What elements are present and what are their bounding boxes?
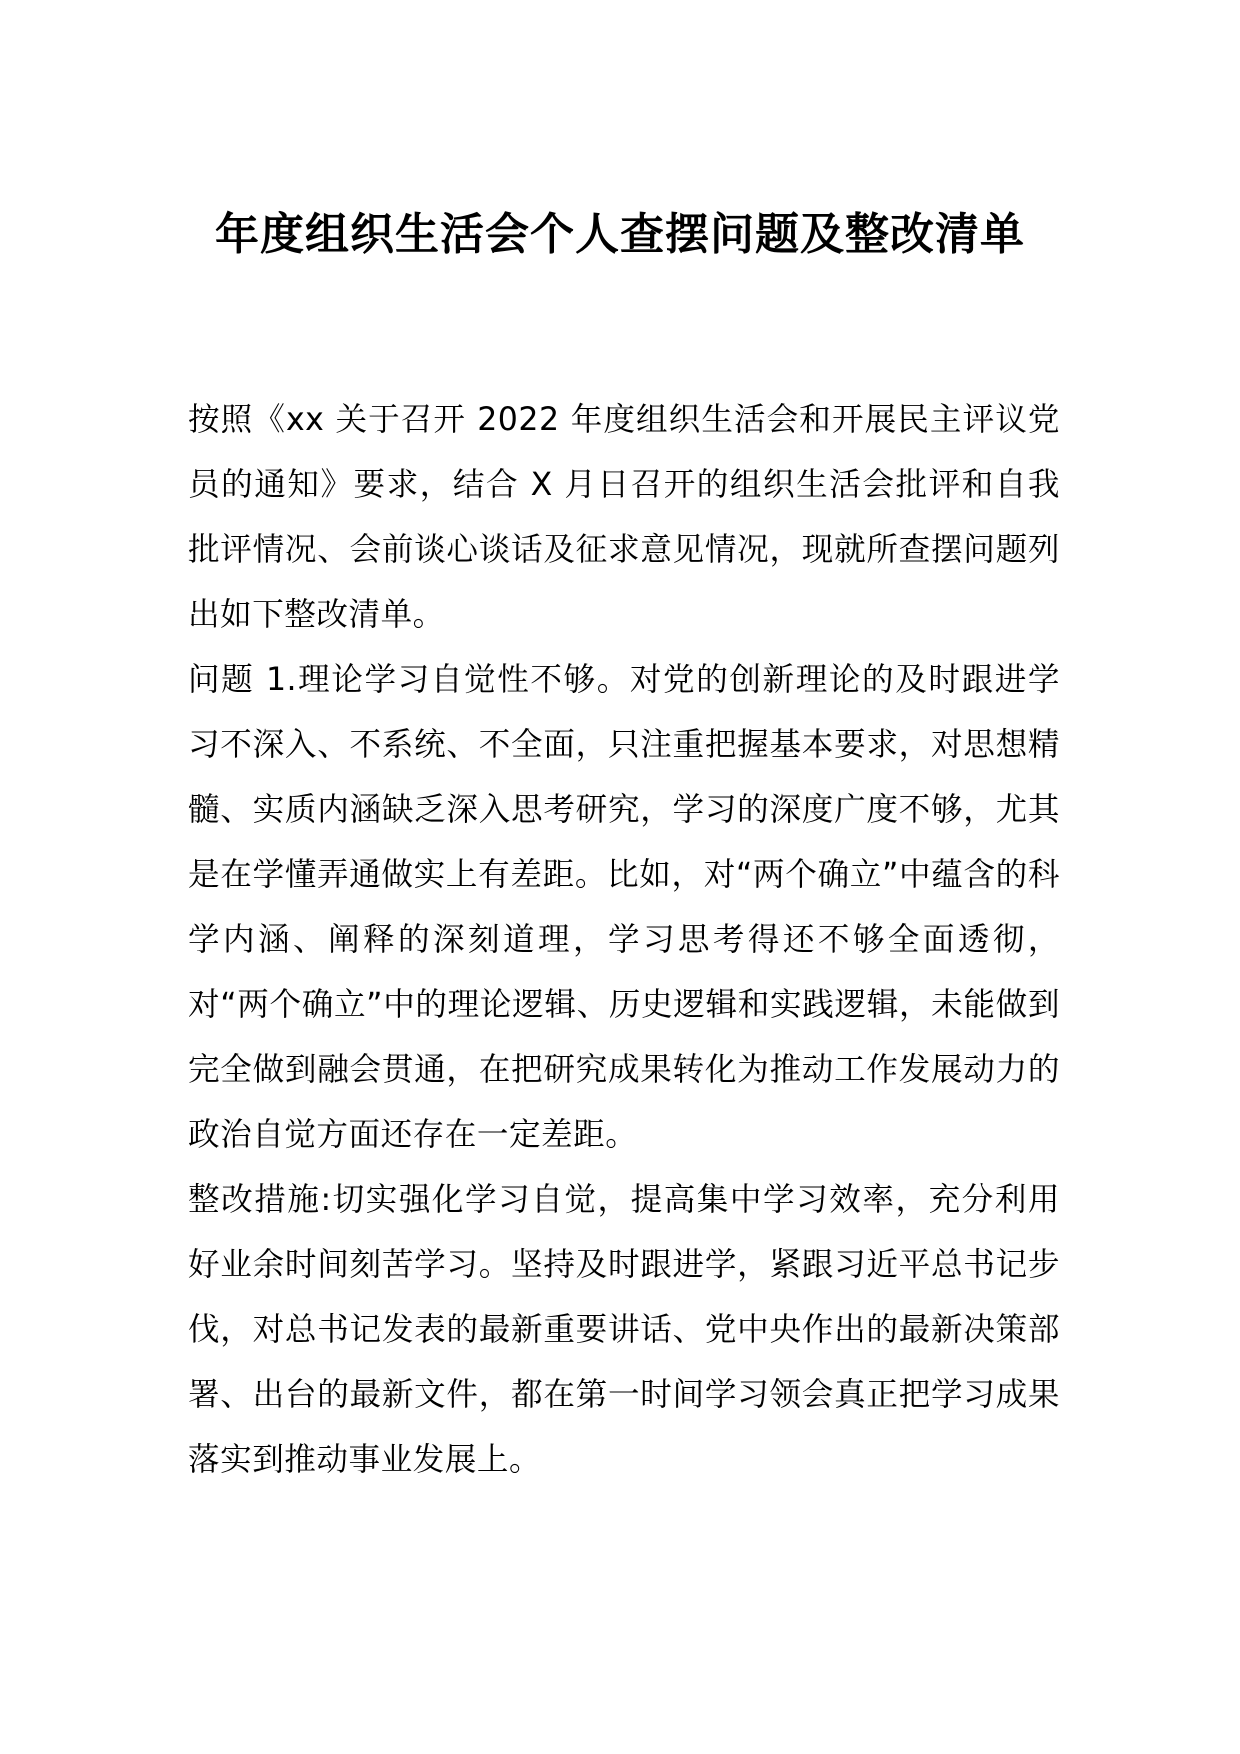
paragraph-intro: 按照《xx 关于召开 2022 年度组织生活会和开展民主评议党员的通知》要求，结合 X 月日召开的组织生活会批评和自我批评情况、会前谈心谈话及征求意见情况，现就所查摆问题列出如下整改清单。 <box>188 402 1060 633</box>
document-title: 年度组织生活会个人查摆问题及整改清单 <box>215 209 1025 260</box>
paragraph-rectification-measures: 整改措施:切实强化学习自觉，提高集中学习效率，充分利用好业余时间刻苦学习。坚持及时跟进学，紧跟习近平总书记步伐，对总书记发表的最新重要讲话、党中央作出的最新决策部署、出台的最新文件，都在第一时间学习领会真正把学习成果落实到推动事业发展上。 <box>188 1182 1060 1478</box>
document-body <box>188 388 1060 1493</box>
paragraph-problem-1: 问题 1.理论学习自觉性不够。对党的创新理论的及时跟进学习不深入、不系统、不全面，只注重把握基本要求，对思想精髓、实质内涵缺乏深入思考研究，学习的深度广度不够，尤其是在学懂弄通做实上有差距。比如，对“两个确立”中蕴含的科学内涵、阐释的深刻道理，学习思考得还不够全面透彻，对“两个确立”中的理论逻辑、历史逻辑和实践逻辑，未能做到完全做到融会贯通，在把研究成果转化为推动工作发展动力的政治自觉方面还存在一定差距。 <box>188 662 1061 1153</box>
